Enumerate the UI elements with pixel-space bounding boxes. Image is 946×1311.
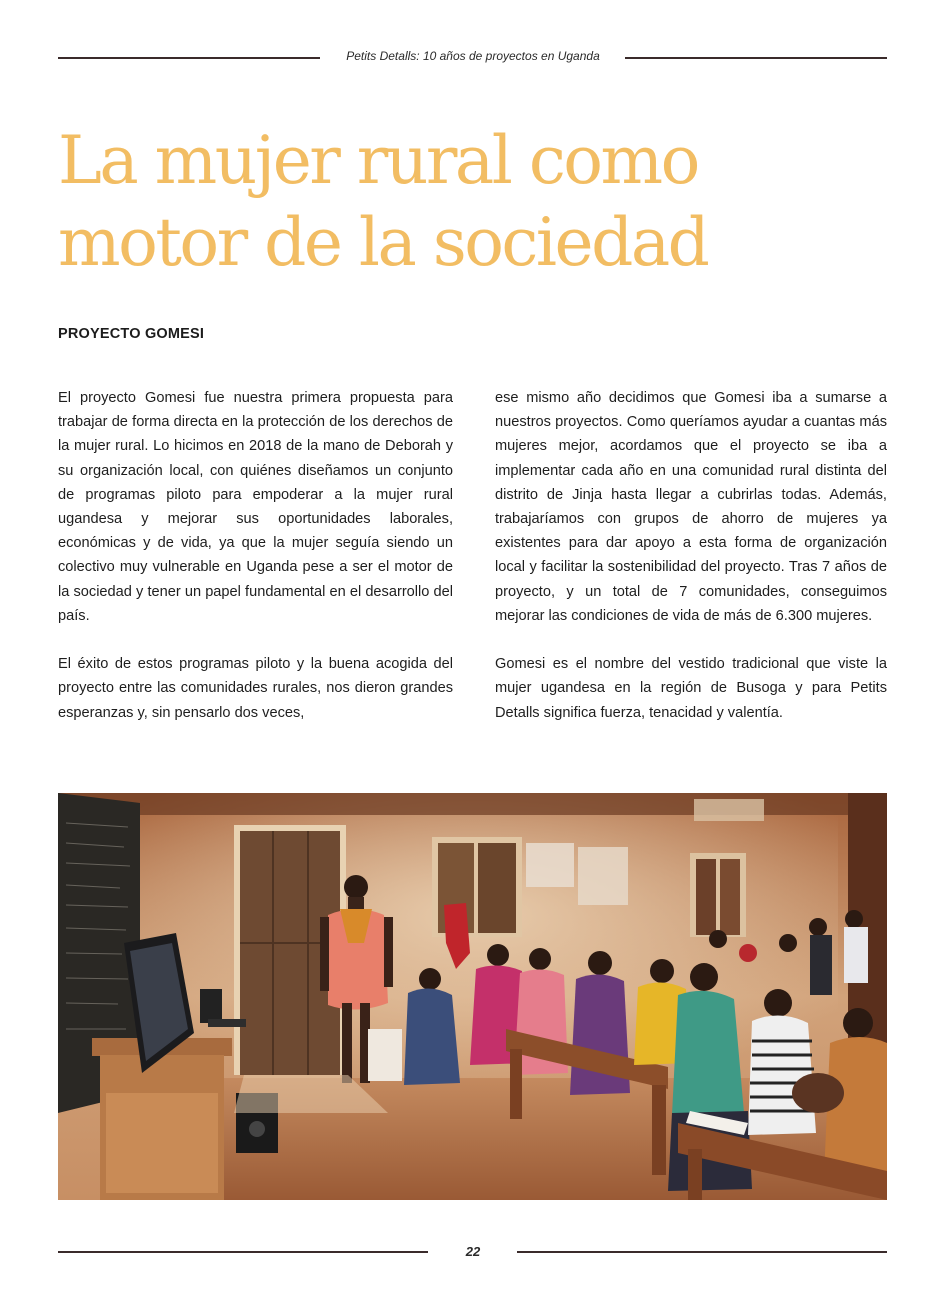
title-line-2: motor de la sociedad (58, 204, 708, 281)
article-title (58, 120, 778, 284)
text-column-right (495, 386, 887, 749)
classroom-photo (58, 793, 887, 1200)
header-rule-left (58, 57, 320, 59)
title-line-1: La mujer rural como (58, 122, 698, 199)
section-label: PROYECTO GOMESI (58, 326, 205, 342)
header-rule-right (625, 57, 887, 59)
paragraph: El éxito de estos programas piloto y la buena acogida del proyecto entre las comunidades rurales, nos dieron grandes esperanzas y, sin pensarlo dos veces, (58, 656, 453, 721)
running-header: Petits Detalls: 10 años de proyectos en Uganda (346, 49, 600, 63)
footer-rule-left (58, 1251, 428, 1253)
footer-rule-right (517, 1251, 887, 1253)
paragraph: Gomesi es el nombre del vestido tradicional que viste la mujer ugandesa en la región de Busoga y para Petits Detalls significa fuerza, tenacidad y valentía. (495, 656, 887, 721)
paragraph: El proyecto Gomesi fue nuestra primera propuesta para trabajar de forma directa en la protección de los derechos de la mujer rural. Lo hicimos en 2018 de la mano de Deborah y su organización local, con quiénes diseñamos un conjunto de programas piloto para empoderar a la mujer rural ugandesa y mejorar sus oportunidades laborales, económicas y de vida, ya que la mujer seguía siendo un colectivo muy vulnerable en Uganda pese a ser el motor de la sociedad y tener un papel fundamental en el desarrollo del país. (58, 390, 453, 624)
paragraph: ese mismo año decidimos que Gomesi iba a sumarse a nuestros proyectos. Como queríamos ayudar a cuantas más mujeres mejor, acordamos que el proyecto se iba a implementar cada año en una comunidad rural distinta del distrito de Jinja hasta llegar a cubrirlas todas. Además, trabajaríamos con grupos de ahorro de mujeres ya existentes para dar apoyo a esta forma de organización local y facilitar la sostenibilidad del proyecto. Tras 7 años de proyecto, y un total de 7 comunidades, conseguimos mejorar las condiciones de vida de más de 6.300 mujeres. (495, 390, 887, 624)
text-column-left (58, 386, 453, 749)
page-number: 22 (465, 1244, 481, 1259)
